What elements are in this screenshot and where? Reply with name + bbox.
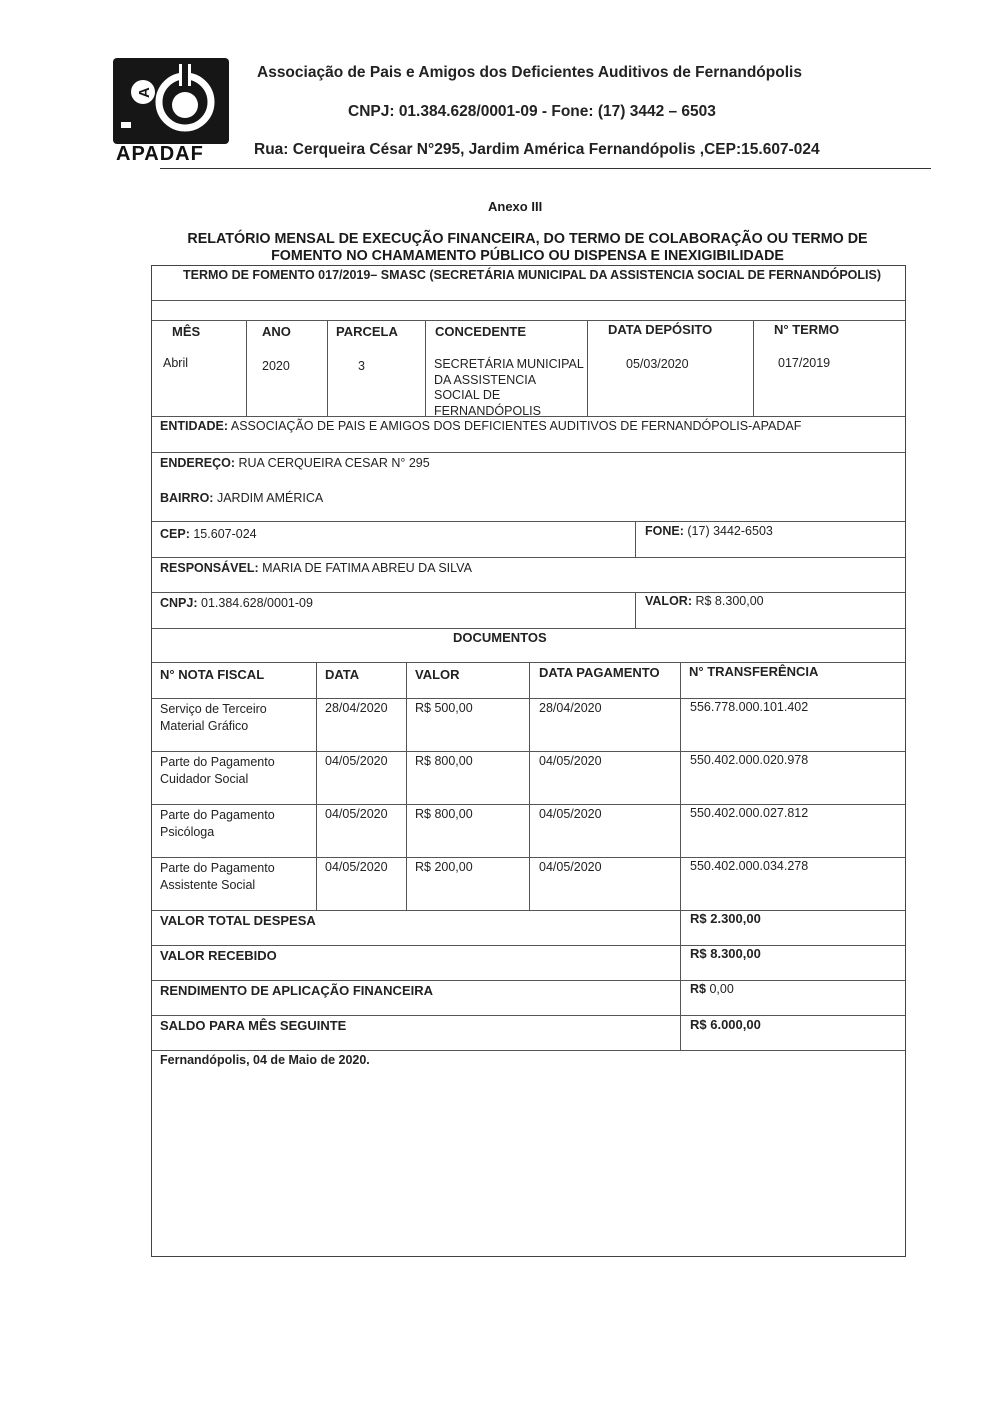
org-cnpj-phone: CNPJ: 01.384.628/0001-09 - Fone: (17) 3442 – 6503 [348,103,716,120]
table-row-3-nota: Parte do Pagamento Psicóloga [160,808,275,839]
doc-header-transferencia: N° TRANSFERÊNCIA [689,664,819,679]
header-mes: MÊS [172,324,201,339]
org-address: Rua: Cerqueira César N°295, Jardim América Fernandópolis ,CEP:15.607-024 [254,141,820,158]
responsavel-row [160,561,472,575]
cnpj-label: CNPJ: [160,596,198,610]
table-row-2-nota: Parte do Pagamento Cuidador Social [160,755,275,786]
table-row-4-pagamento: 04/05/2020 [539,860,602,874]
documentos-title: DOCUMENTOS [453,630,547,645]
total-despesa-value: R$ 2.300,00 [690,911,761,926]
saldo-label: SALDO PARA MÊS SEGUINTE [160,1018,347,1033]
header-data-deposito: DATA DEPÓSITO [608,322,713,337]
entidade-row [160,419,801,433]
value-concedente: SECRETÁRIA MUNICIPAL DA ASSISTENCIA SOCIAL DE FERNANDÓPOLIS [434,357,584,418]
responsavel-label: RESPONSÁVEL: [160,561,259,575]
header-ano: ANO [262,324,291,339]
table-row-3-transferencia: 550.402.000.027.812 [690,806,809,820]
termo-fomento: TERMO DE FOMENTO 017/2019– SMASC (SECRETÁRIA MUNICIPAL DA ASSISTENCIA SOCIAL DE FERNANDÓPOLIS) [182,268,881,282]
bairro-row [160,491,323,505]
table-row-2-pagamento: 04/05/2020 [539,754,602,768]
fone-label: FONE: [645,524,684,538]
table-row-4-nota: Parte do Pagamento Assistente Social [160,861,275,892]
doc-header-data: DATA [325,667,360,682]
cnpj-row [160,596,313,610]
doc-header-nota: N° NOTA FISCAL [160,667,265,682]
valor-row [645,594,764,608]
rendimento-value: R$ 0,00 [690,982,734,996]
org-name: Associação de Pais e Amigos dos Deficientes Auditivos de Fernandópolis [257,64,802,81]
fone-value: (17) 3442-6503 [687,524,773,538]
rendimento-label: RENDIMENTO DE APLICAÇÃO FINANCEIRA [160,983,434,998]
cep-label: CEP: [160,527,190,541]
table-row-4-data: 04/05/2020 [325,860,388,874]
table-row-1-pagamento: 28/04/2020 [539,701,602,715]
total-despesa-label: VALOR TOTAL DESPESA [160,913,316,928]
report-title: RELATÓRIO MENSAL DE EXECUÇÃO FINANCEIRA, DO TERMO DE COLABORAÇÃO OU TERMO DE FOMENTO NO CHAMAMENTO PÚBLICO OU DISPENSA E INEXIGIBILIDADE [187,231,868,264]
table-row-4-valor: R$ 200,00 [415,860,473,874]
doc-header-pagamento: DATA PAGAMENTO [539,665,660,680]
report-form [151,265,906,1257]
table-row-1-transferencia: 556.778.000.101.402 [690,700,809,714]
valor-recebido-value: R$ 8.300,00 [690,946,761,961]
table-row-2-transferencia: 550.402.000.020.978 [690,753,809,767]
cep-value: 15.607-024 [193,527,257,541]
entidade-value: ASSOCIAÇÃO DE PAIS E AMIGOS DOS DEFICIENTES AUDITIVOS DE FERNANDÓPOLIS-APADAF [230,419,802,433]
valor-value: R$ 8.300,00 [695,594,764,608]
table-row-1-data: 28/04/2020 [325,701,388,715]
value-ano: 2020 [262,359,290,373]
endereco-row [160,456,430,470]
cep-row [160,527,257,541]
saldo-value: R$ 6.000,00 [690,1017,761,1032]
endereco-value: RUA CERQUEIRA CESAR N° 295 [238,456,430,470]
table-row-4-transferencia: 550.402.000.034.278 [690,859,809,873]
annex-label: Anexo III [488,199,543,214]
table-row-2-valor: R$ 800,00 [415,754,473,768]
value-data-deposito: 05/03/2020 [626,357,689,371]
valor-label: VALOR: [645,594,692,608]
table-row-3-valor: R$ 800,00 [415,807,473,821]
fone-row [645,524,773,538]
cnpj-value: 01.384.628/0001-09 [201,596,313,610]
value-termo: 017/2019 [778,356,831,370]
valor-recebido-label: VALOR RECEBIDO [160,948,277,963]
place-date: Fernandópolis, 04 de Maio de 2020. [160,1053,370,1067]
doc-header-valor: VALOR [415,667,460,682]
header-divider [160,168,931,169]
header-parcela: PARCELA [336,324,398,339]
responsavel-value: MARIA DE FATIMA ABREU DA SILVA [262,561,472,575]
bairro-label: BAIRRO: [160,491,214,505]
entidade-label: ENTIDADE: [160,419,229,433]
logo-text: APADAF [116,143,204,165]
header-concedente: CONCEDENTE [435,324,527,339]
endereco-label: ENDEREÇO: [160,456,236,470]
rendimento-amount: 0,00 [709,982,734,996]
table-row-1-valor: R$ 500,00 [415,701,473,715]
ear-logo-icon [113,58,229,144]
table-row-3-data: 04/05/2020 [325,807,388,821]
header-termo: N° TERMO [774,322,840,337]
bairro-value: JARDIM AMÉRICA [216,491,324,505]
table-row-1-nota: Serviço de Terceiro Material Gráfico [160,702,267,733]
logo-emblem [113,58,229,144]
value-mes: Abril [163,356,189,370]
table-row-3-pagamento: 04/05/2020 [539,807,602,821]
value-parcela: 3 [358,359,365,373]
table-row-2-data: 04/05/2020 [325,754,388,768]
svg-text:A: A [136,87,153,98]
